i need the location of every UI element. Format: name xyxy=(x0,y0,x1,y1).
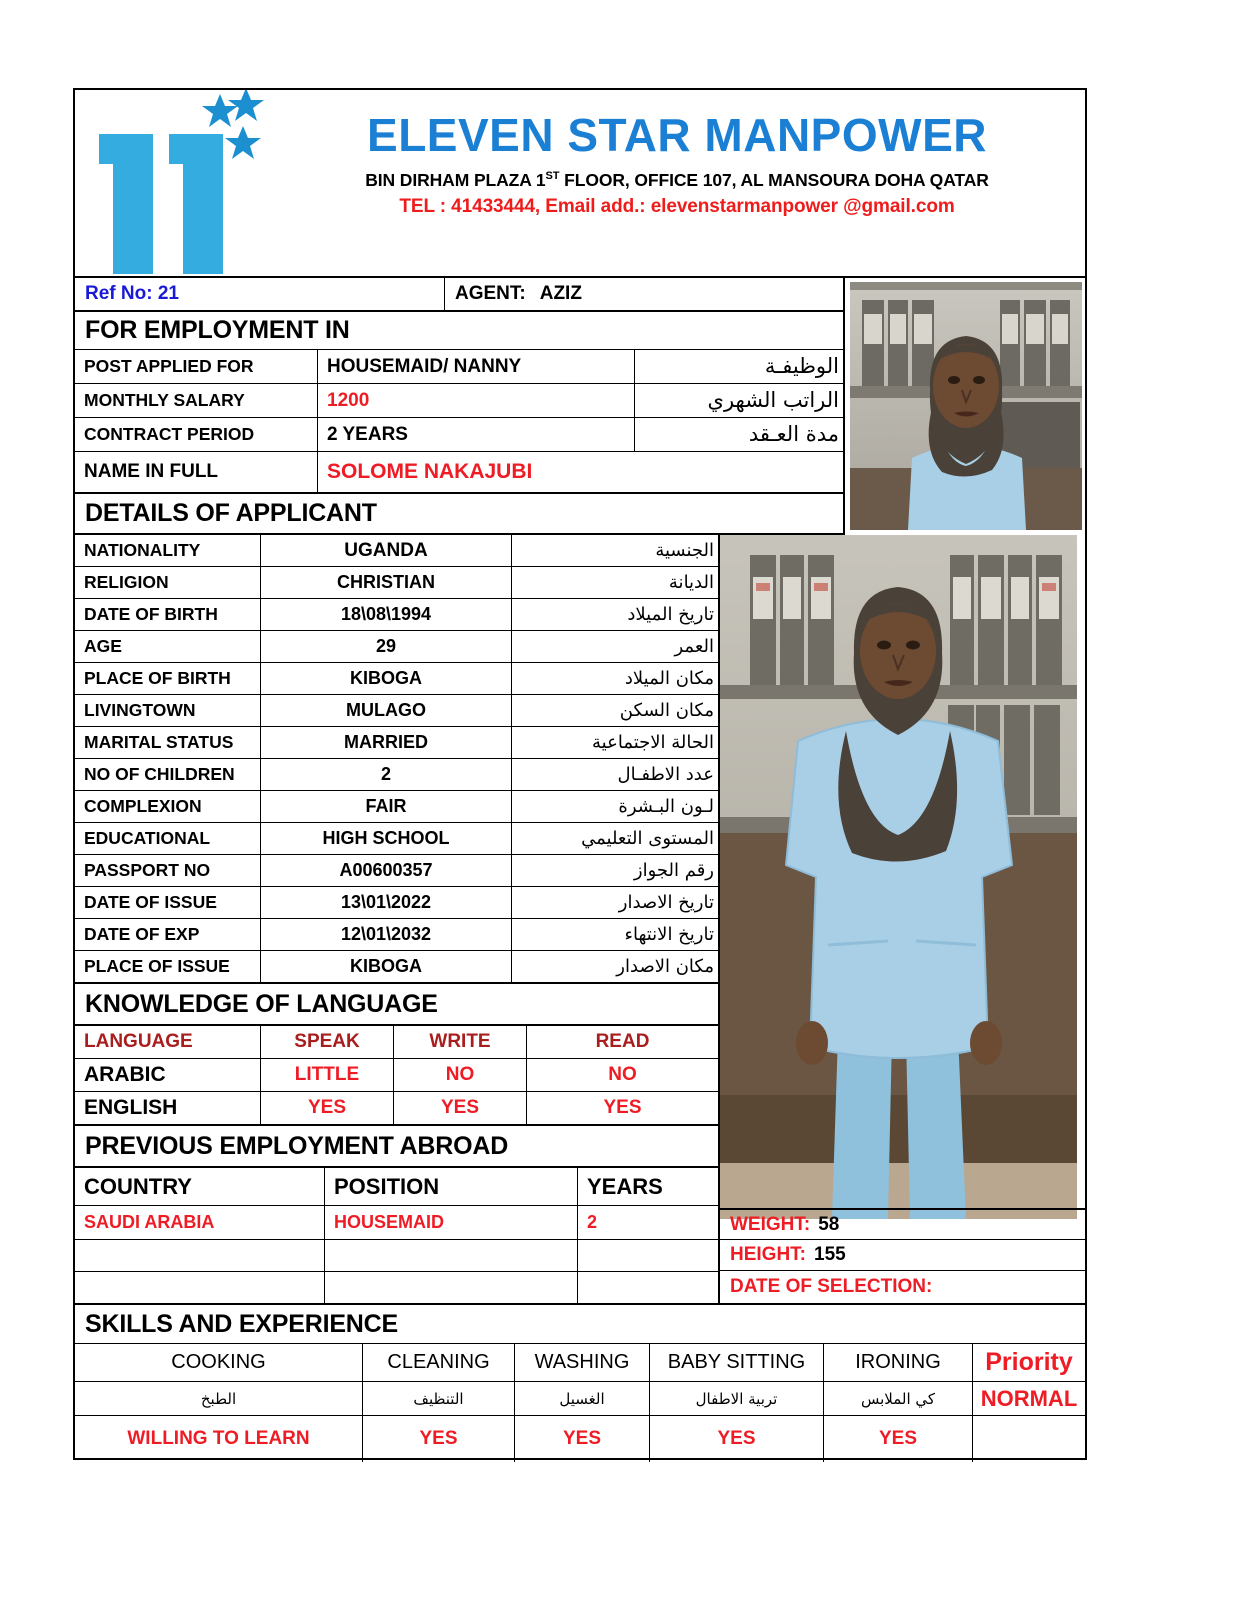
position-cell xyxy=(325,1240,578,1271)
detail-label: PASSPORT NO xyxy=(84,860,211,880)
detail-label-cell xyxy=(75,535,261,566)
company-name: ELEVEN STAR MANPOWER xyxy=(367,109,987,161)
post-applied-value-cell xyxy=(318,350,635,383)
language-speak-cell xyxy=(261,1059,394,1091)
table-row xyxy=(75,1092,718,1126)
language-read: NO xyxy=(608,1064,637,1085)
skills-header-row xyxy=(75,1344,1085,1382)
skill-header-cooking-cell xyxy=(75,1344,363,1381)
skill-arabic-ironing-cell xyxy=(824,1382,973,1415)
monthly-salary-label: MONTHLY SALARY xyxy=(84,390,245,410)
skill-arabic-cleaning: التنظيف xyxy=(413,1389,464,1408)
position-cell xyxy=(325,1206,578,1239)
for-employment-title: FOR EMPLOYMENT IN xyxy=(85,316,350,344)
detail-label: EDUCATIONAL xyxy=(84,828,211,848)
language-title: KNOWLEDGE OF LANGUAGE xyxy=(85,989,438,1018)
detail-value-cell xyxy=(261,791,512,822)
read-col-header-cell xyxy=(527,1026,718,1058)
skills-table xyxy=(75,1344,1085,1462)
skill-value-cleaning: YES xyxy=(419,1428,458,1449)
table-row xyxy=(75,919,718,951)
priority-label: Priority xyxy=(985,1348,1073,1376)
country-col-header-cell xyxy=(75,1168,325,1205)
post-applied-row xyxy=(75,350,843,384)
ref-no-cell xyxy=(75,278,445,310)
detail-value: MARRIED xyxy=(344,732,428,752)
post-applied-arabic: الوظيفـة xyxy=(764,354,839,378)
skill-header-washing: WASHING xyxy=(534,1351,630,1373)
name-value-cell xyxy=(318,452,843,492)
detail-label: MARITAL STATUS xyxy=(84,732,234,752)
language-read-cell xyxy=(527,1092,718,1124)
detail-label: DATE OF EXP xyxy=(84,924,200,944)
previous-employment-header-row xyxy=(75,1168,718,1206)
detail-value: 12\01\2032 xyxy=(340,924,432,944)
detail-label: PLACE OF ISSUE xyxy=(84,956,230,976)
country-cell xyxy=(75,1272,325,1303)
table-row xyxy=(75,1206,718,1240)
years-col-header-cell xyxy=(578,1168,718,1205)
contract-period-label: CONTRACT PERIOD xyxy=(84,424,255,444)
detail-label-cell xyxy=(75,599,261,630)
applicant-name: SOLOME NAKAJUBI xyxy=(327,460,533,483)
previous-employment-table xyxy=(75,1168,718,1303)
detail-value: HIGH SCHOOL xyxy=(322,828,450,848)
priority-value: NORMAL xyxy=(980,1385,1078,1411)
skill-value-ironing-cell xyxy=(824,1416,973,1462)
post-applied-label-cell xyxy=(75,350,318,383)
detail-label-cell xyxy=(75,855,261,886)
detail-value-cell xyxy=(261,759,512,790)
detail-label-cell xyxy=(75,823,261,854)
document-frame xyxy=(73,88,1087,1460)
measurements-block xyxy=(720,1208,1085,1303)
skill-arabic-ironing: كي الملابس xyxy=(860,1389,936,1408)
detail-arabic: الجنسية xyxy=(655,539,714,561)
detail-value: CHRISTIAN xyxy=(337,572,435,592)
skills-value-row xyxy=(75,1416,1085,1462)
skill-arabic-washing-cell xyxy=(515,1382,650,1415)
language-name: ENGLISH xyxy=(84,1096,178,1119)
language-read-cell xyxy=(527,1059,718,1091)
date-of-selection-label: DATE OF SELECTION: xyxy=(730,1276,933,1297)
detail-label-cell xyxy=(75,791,261,822)
body-photo-column xyxy=(720,535,1085,1303)
detail-arabic-cell xyxy=(512,759,718,790)
language-table xyxy=(75,1026,718,1126)
years-cell xyxy=(578,1272,718,1303)
write-col-header-cell xyxy=(394,1026,527,1058)
detail-arabic-cell xyxy=(512,855,718,886)
detail-value-cell xyxy=(261,599,512,630)
height-value: 155 xyxy=(814,1244,846,1265)
agent-label: AGENT: xyxy=(455,283,526,304)
height-row xyxy=(720,1239,1085,1270)
table-row xyxy=(75,1272,718,1303)
table-row xyxy=(75,951,718,984)
language-name-cell xyxy=(75,1059,261,1091)
language-speak: LITTLE xyxy=(294,1064,360,1085)
language-speak-cell xyxy=(261,1092,394,1124)
read-col-header: READ xyxy=(595,1031,650,1052)
priority-label-cell xyxy=(973,1344,1085,1381)
detail-value-cell xyxy=(261,855,512,886)
detail-arabic-cell xyxy=(512,919,718,950)
table-row xyxy=(75,791,718,823)
detail-arabic: عدد الاطفـال xyxy=(617,763,714,785)
eleven-star-logo-icon xyxy=(91,90,271,278)
table-row xyxy=(75,855,718,887)
document-header xyxy=(75,90,1085,278)
detail-value: 13\01\2022 xyxy=(340,892,432,912)
detail-label: AGE xyxy=(84,636,122,656)
table-row xyxy=(75,1240,718,1272)
skill-arabic-cleaning-cell xyxy=(363,1382,515,1415)
skill-value-babysitting: YES xyxy=(717,1428,756,1449)
write-col-header: WRITE xyxy=(429,1031,491,1052)
detail-label-cell xyxy=(75,887,261,918)
details-left-column xyxy=(75,535,720,1303)
detail-arabic-cell xyxy=(512,727,718,758)
language-speak: YES xyxy=(307,1097,347,1118)
skill-header-cleaning: CLEANING xyxy=(387,1351,490,1373)
detail-label-cell xyxy=(75,727,261,758)
position-col-header-cell xyxy=(325,1168,578,1205)
priority-value-cell xyxy=(973,1382,1085,1415)
detail-label: PLACE OF BIRTH xyxy=(84,668,231,688)
skill-header-cooking: COOKING xyxy=(171,1351,266,1373)
detail-arabic-cell xyxy=(512,887,718,918)
detail-arabic: مكان الاصدار xyxy=(616,955,714,977)
table-row xyxy=(75,887,718,919)
country-cell xyxy=(75,1206,325,1239)
detail-arabic: تاريخ الميلاد xyxy=(627,603,714,625)
height-label: HEIGHT: xyxy=(730,1244,806,1265)
country-cell xyxy=(75,1240,325,1271)
skill-arabic-cooking-cell xyxy=(75,1382,363,1415)
post-applied-value: HOUSEMAID/ NANNY xyxy=(327,355,522,377)
detail-arabic: لـون البـشرة xyxy=(618,795,714,817)
skill-arabic-babysitting-cell xyxy=(650,1382,824,1415)
skill-value-cooking: WILLING TO LEARN xyxy=(127,1428,310,1449)
name-label-cell xyxy=(75,452,318,492)
agent-cell xyxy=(445,278,843,310)
language-name-cell xyxy=(75,1092,261,1124)
detail-arabic: تاريخ الانتهاء xyxy=(624,923,714,945)
previous-employment-title: PREVIOUS EMPLOYMENT ABROAD xyxy=(85,1131,509,1160)
table-row xyxy=(75,759,718,791)
years-cell xyxy=(578,1206,718,1239)
monthly-salary-arabic-cell xyxy=(635,384,843,417)
detail-value: KIBOGA xyxy=(350,956,422,976)
detail-value-cell xyxy=(261,535,512,566)
address-part2: FLOOR, OFFICE 107, AL MANSOURA DOHA QATAR xyxy=(559,169,989,190)
previous-employment-section-header xyxy=(75,1126,718,1168)
table-row xyxy=(75,695,718,727)
language-col-header-cell xyxy=(75,1026,261,1058)
skill-value-babysitting-cell xyxy=(650,1416,824,1462)
name-in-full-row xyxy=(75,452,843,494)
employment-left-column xyxy=(75,278,845,535)
detail-label-cell xyxy=(75,695,261,726)
skill-header-cleaning-cell xyxy=(363,1344,515,1381)
header-text-block xyxy=(275,109,1079,218)
weight-value: 58 xyxy=(818,1213,840,1235)
skill-header-babysitting: BABY SITTING xyxy=(667,1351,806,1373)
skills-title: SKILLS AND EXPERIENCE xyxy=(85,1309,398,1338)
detail-label-cell xyxy=(75,951,261,982)
detail-label: DATE OF BIRTH xyxy=(84,604,218,624)
years-col-header: YEARS xyxy=(587,1173,663,1199)
skill-value-ironing: YES xyxy=(878,1428,918,1449)
detail-label-cell xyxy=(75,759,261,790)
weight-row xyxy=(720,1208,1085,1239)
detail-arabic-cell xyxy=(512,791,718,822)
company-address xyxy=(275,170,1079,191)
table-row xyxy=(75,631,718,663)
detail-arabic-cell xyxy=(512,567,718,598)
detail-value: 29 xyxy=(375,636,397,656)
detail-value-cell xyxy=(261,727,512,758)
employment-band xyxy=(75,278,1085,535)
post-applied-arabic-cell xyxy=(635,350,843,383)
detail-arabic: مكان الميلاد xyxy=(624,667,714,689)
details-title: DETAILS OF APPLICANT xyxy=(85,499,377,527)
detail-label: DATE OF ISSUE xyxy=(84,892,217,912)
detail-value-cell xyxy=(261,663,512,694)
detail-value: MULAGO xyxy=(346,700,426,720)
language-write: NO xyxy=(445,1064,475,1085)
detail-label: NATIONALITY xyxy=(84,540,201,560)
table-row xyxy=(75,567,718,599)
table-row xyxy=(75,727,718,759)
skill-header-babysitting-cell xyxy=(650,1344,824,1381)
detail-label-cell xyxy=(75,631,261,662)
detail-value: 18\08\1994 xyxy=(340,604,432,624)
table-row xyxy=(75,535,718,567)
detail-arabic-cell xyxy=(512,663,718,694)
detail-arabic-cell xyxy=(512,823,718,854)
monthly-salary-value: 1200 xyxy=(327,389,370,411)
weight-label: WEIGHT: xyxy=(730,1213,811,1235)
detail-value-cell xyxy=(261,631,512,662)
detail-arabic-cell xyxy=(512,599,718,630)
detail-value: FAIR xyxy=(365,796,407,816)
priority-blank-cell xyxy=(973,1416,1085,1462)
detail-value-cell xyxy=(261,567,512,598)
monthly-salary-label-cell xyxy=(75,384,318,417)
contract-period-arabic-cell xyxy=(635,418,843,451)
ref-no-label: Ref No: 21 xyxy=(85,283,179,304)
skills-arabic-row xyxy=(75,1382,1085,1416)
applicant-portrait-photo xyxy=(850,282,1082,530)
skill-value-washing: YES xyxy=(562,1428,602,1449)
language-write-cell xyxy=(394,1059,527,1091)
detail-arabic: المستوى التعليمي xyxy=(581,827,714,849)
language-write-cell xyxy=(394,1092,527,1124)
detail-arabic: العمر xyxy=(674,635,714,657)
details-body-split xyxy=(75,535,1085,1303)
language-header-row xyxy=(75,1026,718,1059)
speak-col-header: SPEAK xyxy=(294,1031,360,1052)
detail-arabic-cell xyxy=(512,695,718,726)
name-label: NAME IN FULL xyxy=(84,461,219,482)
detail-label-cell xyxy=(75,663,261,694)
speak-col-header-cell xyxy=(261,1026,394,1058)
skill-arabic-washing: الغسيل xyxy=(559,1389,605,1408)
position-cell xyxy=(325,1272,578,1303)
skill-header-ironing: IRONING xyxy=(855,1351,941,1373)
contract-period-row xyxy=(75,418,843,452)
detail-value-cell xyxy=(261,695,512,726)
detail-value-cell xyxy=(261,823,512,854)
detail-arabic: الحالة الاجتماعية xyxy=(592,731,714,753)
table-row xyxy=(75,599,718,631)
skill-header-ironing-cell xyxy=(824,1344,973,1381)
table-row xyxy=(75,663,718,695)
agent-value: AZIZ xyxy=(539,283,582,304)
contract-period-arabic: مدة العـقد xyxy=(748,422,839,446)
detail-value-cell xyxy=(261,887,512,918)
years-value: 2 xyxy=(587,1212,598,1232)
company-contact: TEL : 41433444, Email add.: elevenstarmanpower @gmail.com xyxy=(399,195,955,217)
language-col-header: LANGUAGE xyxy=(84,1031,193,1052)
detail-label-cell xyxy=(75,919,261,950)
language-read: YES xyxy=(603,1097,642,1118)
monthly-salary-row xyxy=(75,384,843,418)
details-table xyxy=(75,535,718,984)
address-part1: BIN DIRHAM PLAZA 1 xyxy=(365,169,546,190)
language-name: ARABIC xyxy=(84,1063,166,1086)
detail-value: 2 xyxy=(380,764,391,784)
country-col-header: COUNTRY xyxy=(84,1173,192,1199)
detail-arabic: مكان السكن xyxy=(619,699,714,721)
table-row xyxy=(75,1059,718,1092)
post-applied-label: POST APPLIED FOR xyxy=(84,356,254,376)
language-section-header xyxy=(75,984,718,1026)
skill-value-cleaning-cell xyxy=(363,1416,515,1462)
contract-period-value: 2 YEARS xyxy=(327,423,408,445)
position-value: HOUSEMAID xyxy=(334,1212,445,1232)
detail-arabic-cell xyxy=(512,535,718,566)
contract-period-value-cell xyxy=(318,418,635,451)
detail-arabic: رقم الجواز xyxy=(633,859,714,881)
applicant-fullbody-photo xyxy=(720,535,1077,1219)
detail-value-cell xyxy=(261,919,512,950)
monthly-salary-value-cell xyxy=(318,384,635,417)
detail-value: A00600357 xyxy=(339,860,433,880)
address-ordinal-suffix: ST xyxy=(545,170,560,182)
skill-arabic-cooking: الطبخ xyxy=(200,1389,237,1408)
detail-value-cell xyxy=(261,951,512,982)
skill-arabic-babysitting: تربية الاطفال xyxy=(695,1389,778,1408)
detail-arabic: الديانة xyxy=(668,571,714,593)
skill-header-washing-cell xyxy=(515,1344,650,1381)
years-cell xyxy=(578,1240,718,1271)
detail-arabic: تاريخ الاصدار xyxy=(618,891,714,913)
date-of-selection-row xyxy=(720,1270,1085,1303)
table-row xyxy=(75,823,718,855)
position-col-header: POSITION xyxy=(334,1173,440,1199)
portrait-photo-container xyxy=(845,278,1085,535)
detail-value: UGANDA xyxy=(344,539,428,561)
for-employment-section-header xyxy=(75,312,843,350)
details-section-header xyxy=(75,494,843,535)
detail-label: LIVINGTOWN xyxy=(84,700,196,720)
skills-section-header xyxy=(75,1303,1085,1344)
detail-arabic-cell xyxy=(512,951,718,982)
skill-value-washing-cell xyxy=(515,1416,650,1462)
detail-label: COMPLEXION xyxy=(84,796,202,816)
skill-value-cooking-cell xyxy=(75,1416,363,1462)
contract-period-label-cell xyxy=(75,418,318,451)
detail-value: KIBOGA xyxy=(350,668,422,688)
detail-arabic-cell xyxy=(512,631,718,662)
detail-label: NO OF CHILDREN xyxy=(84,764,235,784)
ref-agent-row xyxy=(75,278,843,312)
detail-label: RELIGION xyxy=(84,572,169,592)
language-write: YES xyxy=(440,1097,480,1118)
monthly-salary-arabic: الراتب الشهري xyxy=(707,388,839,412)
detail-label-cell xyxy=(75,567,261,598)
country-value: SAUDI ARABIA xyxy=(84,1212,215,1232)
